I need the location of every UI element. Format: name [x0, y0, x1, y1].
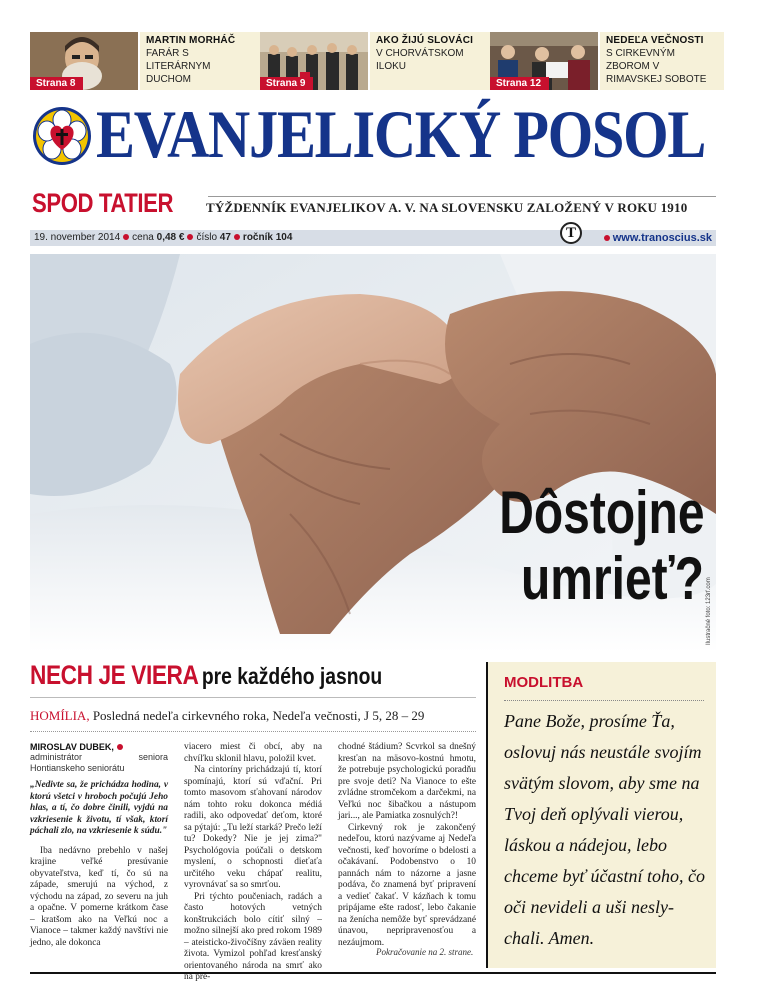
article-paragraph: Pri týchto poučeniach, radách a často hotových vetných konštrukciách bolo cítiť silný – možno silnejší ako pred rokom 1989 – ateisticko-živočíšny záväen reality života. Vymizol pohľad kresťanský orientovaného národa na smrť ako na pre- [184, 891, 322, 982]
continued-link[interactable]: Pokračovanie na 2. strane. [376, 947, 474, 957]
article-column-3 [338, 742, 476, 949]
newspaper-title: EVANJELICKÝ POSOL [96, 96, 706, 172]
teaser-page-label: Strana 9 [260, 77, 313, 90]
teaser-photo-group [260, 32, 368, 90]
teaser-desc: V CHORVÁTSKOM ILOKU [376, 48, 464, 72]
issue-info: 19. november 2014 cena 0,48 € číslo 47 ročník 104 [34, 232, 293, 243]
teaser-page-label: Strana 12 [490, 77, 549, 90]
article-column-1 [30, 742, 168, 949]
hero-headline: Dôstojne umrieť? [499, 479, 705, 612]
bullet-icon [604, 235, 610, 241]
newspaper-subtitle: SPOD TATIER [32, 188, 174, 218]
teaser-strip [30, 32, 716, 90]
bullet-icon [234, 234, 240, 240]
photo-credit: Ilustračné foto: 123rf.com [706, 577, 712, 645]
issue-date: 19. november 2014 [34, 232, 121, 243]
prayer-title: MODLITBA [504, 674, 584, 691]
article-paragraph: Iba nedávno prebehlo v našej krajine veľké presúvanie obyvateľstva, keď tí, čo sú na západe, smerujú na východ, z východu na západ, zo severu na juh a opačne. V pomerne krátkom čase – kratšom ako na Veľkú noc a Vianoce – takmer každý navštívi nie jedno, ale dokonca [30, 845, 168, 948]
article-paragraph: viacero miest či obcí, aby na chvíľku sklonil hlavu, položil kvet. [184, 742, 322, 764]
teaser-photo-portrait [30, 32, 138, 90]
teaser-kicker: MARTIN MORHÁČ [146, 35, 236, 46]
bullet-icon [123, 234, 129, 240]
divider [208, 196, 716, 197]
issue-number: 47 [219, 232, 231, 243]
article-paragraph: Cirkevný rok je zakončený nedeľou, ktorú nazývame aj Nedeľa večnosti, keď hovoríme o bdelosti a očakávaní. Podobenstvo o 10 pannách nám to názorne a jasne podáva, čo znamená byť pripravení a vedieť čakať. V kázňach k tomu pripájame ešte radosť, lebo čakanie na ženícha nemôže byť sprevádzané únavou, nepripravenosťou a nezáujmom. [338, 822, 476, 948]
teaser-desc: FARÁR S LITERÁRNYM DUCHOM [146, 48, 211, 85]
article-paragraph: Na cintoríny prichádzajú tí, ktorí spomínajú, ktorí sú vďační. Pri tomto masovom sťahovaní národov nám tohto roku dokonca médiá radili, ako odpovedať deťom, ktoré sa pýtajú: „Tu leží starká? Prečo leží tu? Dokedy? Nie je jej zima?" Psychológovia poúčali o detskom myslení, o schopnosti dieťaťa určitého veku chápať realitu, vyrovnávať sa so smrťou. [184, 765, 322, 890]
prayer-box [486, 662, 716, 968]
bullet-icon [187, 234, 193, 240]
divider [504, 700, 704, 701]
teaser-photo-choir [490, 32, 598, 90]
author-role: administrátor seniora Hontianskeho seniorátu [30, 752, 168, 773]
bible-quote: „Nedivte sa, že prichádza hodina, v ktorú všetci v hroboch počujú Jeho hlas, a tí, čo dobre činili, vyjdú na vzkriesenie k životu, tí však, ktorí páchali zlo, na vzkriesenie k súdu." [30, 780, 168, 836]
luther-rose-icon [32, 106, 92, 166]
teaser-kicker: AKO ŽIJÚ SLOVÁCI [376, 35, 474, 46]
masthead [30, 96, 716, 172]
article-column-2 [184, 742, 322, 984]
divider [30, 697, 476, 698]
issue-volume: ročník 104 [242, 232, 293, 243]
teaser-page-label: Strana 8 [30, 77, 83, 90]
issue-price: 0,48 € [156, 232, 185, 243]
article-rubric: HOMÍLIA, Posledná nedeľa cirkevného roka, Nedeľa večnosti, J 5, 28 – 29 [30, 708, 425, 723]
issue-info-bar [30, 230, 716, 246]
teaser-kicker: NEDEĽA VEČNOSTI [606, 35, 704, 46]
tranoscius-logo: T [560, 222, 582, 244]
website-link[interactable]: www.tranoscius.sk [601, 232, 712, 244]
bullet-icon [117, 744, 123, 750]
article-author: MIROSLAV DUBEK, [30, 742, 168, 752]
article-paragraph: chodné štádium? Scvrkol sa dnešný kresťan na mäsovo-kostnú hmotu, že potrebuje psychologickú poradňu pre svoje deti? Na Vianoce to ešte zvládne stromčekom a darčekmi, na Veľkú noc šibačkou a nástupom jari..., ale Pamiatka zosnulých?! [338, 742, 476, 821]
subhead [30, 188, 716, 222]
divider [30, 972, 716, 974]
teaser-desc: S CIRKEVNÝM ZBOROM V RIMAVSKEJ SOBOTE [606, 48, 707, 85]
newspaper-tagline: TÝŽDENNÍK EVANJELIKOV A. V. NA SLOVENSKU ZALOŽENÝ V ROKU 1910 [206, 200, 688, 215]
prayer-text: Pane Bože, prosíme Ťa, oslovuj nás neustále svojím svätým slovom, aby sme na Tvoj deň oplývali vierou, láskou a nádejou, lebo chceme byť účastní toho, čo oči nevideli a uši nesly-chali. Amen. [504, 711, 705, 948]
divider [30, 731, 476, 732]
article-title[interactable]: NECH JE VIERA pre každého jasnou [30, 660, 383, 690]
